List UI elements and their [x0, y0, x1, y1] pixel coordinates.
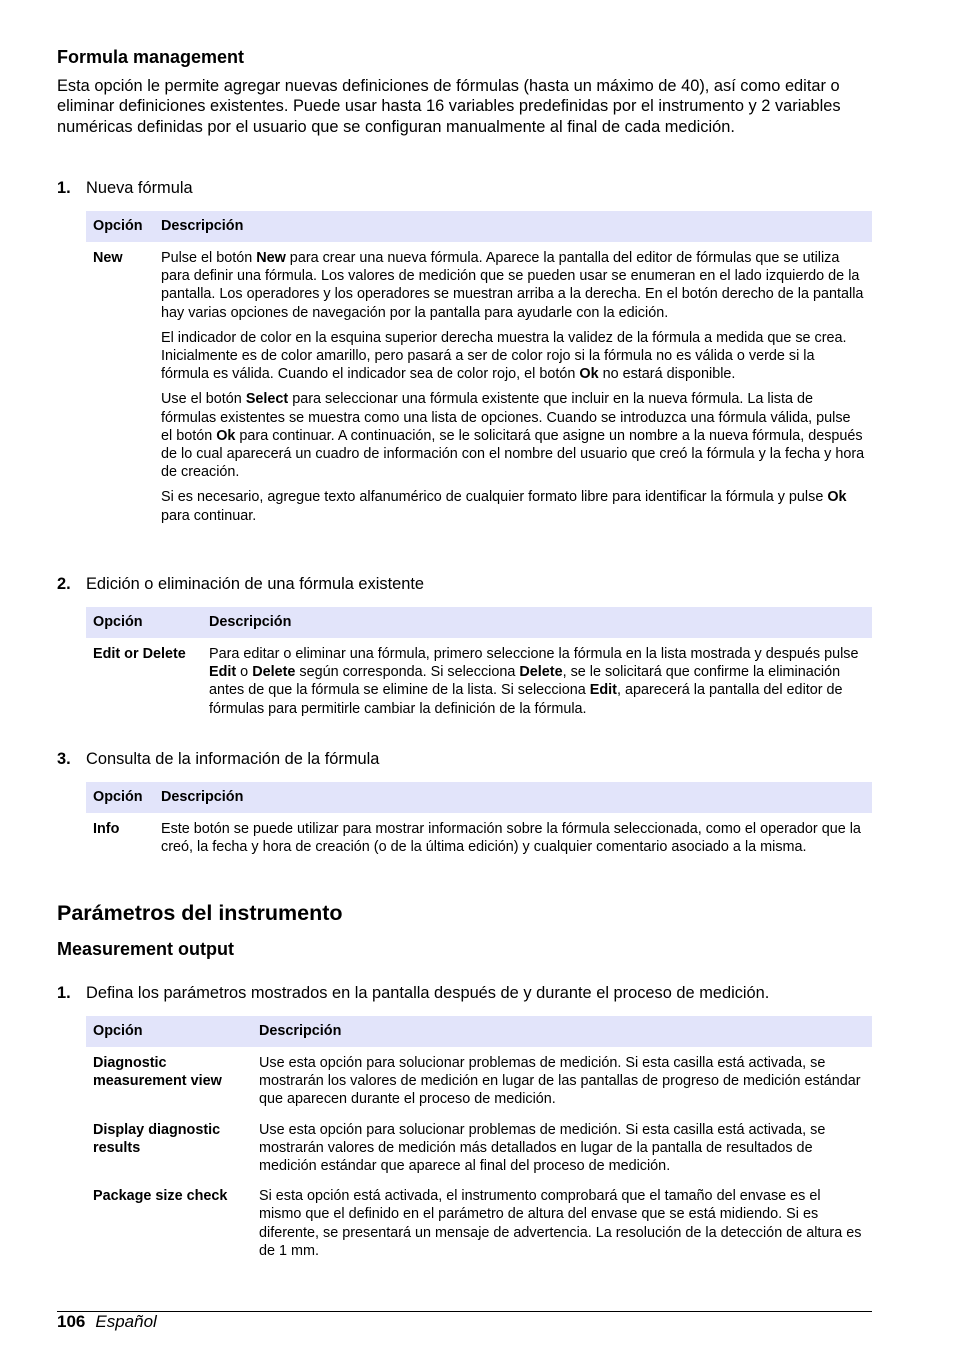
step-title: Defina los parámetros mostrados en la pantalla después de y durante el proceso de medición.: [86, 984, 770, 1002]
formula-management-heading: Formula management: [57, 47, 245, 67]
description-paragraph: [259, 1187, 865, 1260]
bold-term: Edit: [209, 664, 237, 681]
column-header-description: Descripción: [154, 782, 872, 813]
text-run: Si esta opción está activada, el instrumento comprobará que el tamaño del envase es el mismo que el definido en el parámetro de altura del envase que se está midiendo. Si es diferente, se presentará un mensaje de advertencia. La resolución de la detección de altura es de 1 mm.: [259, 1188, 862, 1259]
page-number: 106: [57, 1312, 86, 1331]
table-row: [86, 1180, 872, 1265]
text-run: , aparecerá la pantalla del editor de fórmulas para permitirle cambiar la definición de la fórmula.: [209, 682, 843, 717]
option-name: Info: [93, 821, 120, 837]
text-run: El indicador de color en la esquina superior derecha muestra la validez de la fórmula a medida que se crea. Inicialmente es de color amarillo, pero pasará a ser de color rojo si la fórmula no es válida o verde si la fórmula es válida. Cuando el indicador sea de color rojo, el botón: [161, 329, 847, 383]
options-table-edit-delete: [86, 607, 872, 723]
text-run: para crear una nueva fórmula. Aparece la pantalla del editor de fórmulas que se utiliza para definir una fórmula. Los valores de medición que se pueden usar se enumeran en el lado izquierdo de la pantalla. Los operadores y los operadores se muestran arriba a la derecha. En el botón derecho de la pantalla hay varias opciones de navegación por la pantalla para ayudarle con la edición.: [161, 250, 864, 321]
footer-language: Español: [95, 1312, 157, 1331]
text-run: , se le solicitará que confirme la eliminación antes de que la fórmula se elimine de la lista. Si selecciona: [209, 664, 841, 699]
column-header-option: Opción: [86, 607, 202, 638]
table-row: [86, 638, 872, 723]
bold-term: Select: [245, 391, 289, 408]
column-header-description: Descripción: [154, 211, 872, 242]
description-paragraph: [161, 390, 865, 481]
step-formula-info: [57, 749, 379, 769]
description-paragraph: [161, 329, 865, 384]
text-run: Este botón se puede utilizar para mostrar información sobre la fórmula seleccionada, como el operador que la creó, la fecha y hora de creación (o de la última edición) y cualquier comentario asociado a la misma.: [161, 821, 861, 856]
bold-term: New: [256, 250, 286, 266]
text-run: Pulse el botón: [161, 250, 257, 266]
text-run: Use el botón: [161, 391, 246, 408]
measurement-output-heading: Measurement output: [57, 939, 235, 959]
description-paragraph: [161, 488, 865, 524]
bold-term: Ok: [216, 427, 236, 444]
text-run: Si es necesario, agregue texto alfanumérico de cualquier formato libre para identificar la fórmula y pulse: [161, 489, 828, 506]
bold-term: Ok: [827, 489, 847, 506]
bold-term: Delete: [519, 664, 563, 681]
text-run: según corresponda. Si selecciona: [295, 664, 520, 681]
bold-term: Ok: [579, 366, 599, 383]
column-header-option: Opción: [86, 1016, 252, 1047]
formula-management-intro: Esta opción le permite agregar nuevas definiciones de fórmulas (hasta un máximo de 40), así como editar o eliminar definiciones existentes. Puede usar hasta 16 variables predefinidas por el instrumento y 2 variables numéricas definidas por el usuario que se configuran manualmente al final de cada medición.: [57, 77, 841, 136]
option-description: [154, 813, 872, 861]
text-run: o: [236, 664, 253, 681]
description-paragraph: [161, 820, 865, 856]
step-title: Edición o eliminación de una fórmula existente: [86, 575, 425, 593]
table-row: [86, 1114, 872, 1181]
step-edit-delete-formula: [57, 574, 424, 594]
step-number: 3.: [57, 750, 71, 768]
step-title: Nueva fórmula: [86, 179, 193, 197]
step-number: 1.: [57, 179, 71, 197]
options-table-info: [86, 782, 872, 861]
text-run: Use esta opción para solucionar problemas de medición. Si esta casilla está activada, se mostrarán valores de medición más detallados en lugar de la pantalla de resultados de medición estándar que aparece al final del proceso de medición.: [259, 1121, 826, 1175]
column-header-description: Descripción: [202, 607, 872, 638]
footer-divider: [57, 1311, 872, 1312]
column-header-option: Opción: [86, 782, 154, 813]
option-name: Edit or Delete: [93, 646, 186, 662]
text-run: Para editar o eliminar una fórmula, primero seleccione la fórmula en la lista mostrada y después pulse: [209, 646, 859, 662]
step-title: Consulta de la información de la fórmula: [86, 750, 380, 768]
text-run: Use esta opción para solucionar problemas de medición. Si esta casilla está activada, se mostrarán los valores de medición en lugar de las pantallas de progreso de medición estándar que aparecen durante el proceso de medición.: [259, 1055, 861, 1108]
option-description: [252, 1047, 872, 1114]
step-measurement-output: [57, 983, 769, 1003]
option-name: Diagnostic measurement view: [93, 1055, 222, 1090]
table-row: [86, 1047, 872, 1114]
options-table-new-formula: [86, 211, 872, 530]
text-run: para continuar. A continuación, se le solicitará que asigne un nombre a la nueva fórmula, después de lo cual aparecerá un cuadro de información con el nombre del usuario que creó la fórmula y la fecha y hora de creación.: [161, 427, 865, 481]
column-header-description: Descripción: [252, 1016, 872, 1047]
description-paragraph: [209, 645, 865, 718]
option-description: [154, 242, 872, 530]
step-number: 1.: [57, 984, 71, 1002]
step-number: 2.: [57, 575, 71, 593]
option-name: New: [93, 250, 123, 266]
description-paragraph: [161, 249, 865, 322]
text-run: no estará disponible.: [598, 366, 736, 383]
option-description: [202, 638, 872, 723]
option-description: [252, 1114, 872, 1181]
text-run: para seleccionar una fórmula existente que incluir en la nueva fórmula. La lista de fórmulas existentes se muestra como una lista de opciones. Cuando se introduzca una fórmula válida, pulse el botón: [161, 391, 851, 444]
description-paragraph: [259, 1054, 865, 1109]
options-table-measurement-output: [86, 1016, 872, 1265]
column-header-option: Opción: [86, 211, 154, 242]
table-row: [86, 242, 872, 530]
bold-term: Edit: [589, 682, 617, 699]
text-run: para continuar.: [161, 507, 257, 524]
option-name: Package size check: [93, 1188, 228, 1205]
bold-term: Delete: [252, 664, 296, 681]
option-name: Display diagnostic results: [93, 1121, 221, 1156]
page-footer: [57, 1312, 157, 1332]
description-paragraph: [259, 1121, 865, 1176]
option-description: [252, 1180, 872, 1265]
instrument-params-heading: Parámetros del instrumento: [57, 901, 343, 925]
table-row: [86, 813, 872, 861]
step-new-formula: [57, 178, 193, 198]
